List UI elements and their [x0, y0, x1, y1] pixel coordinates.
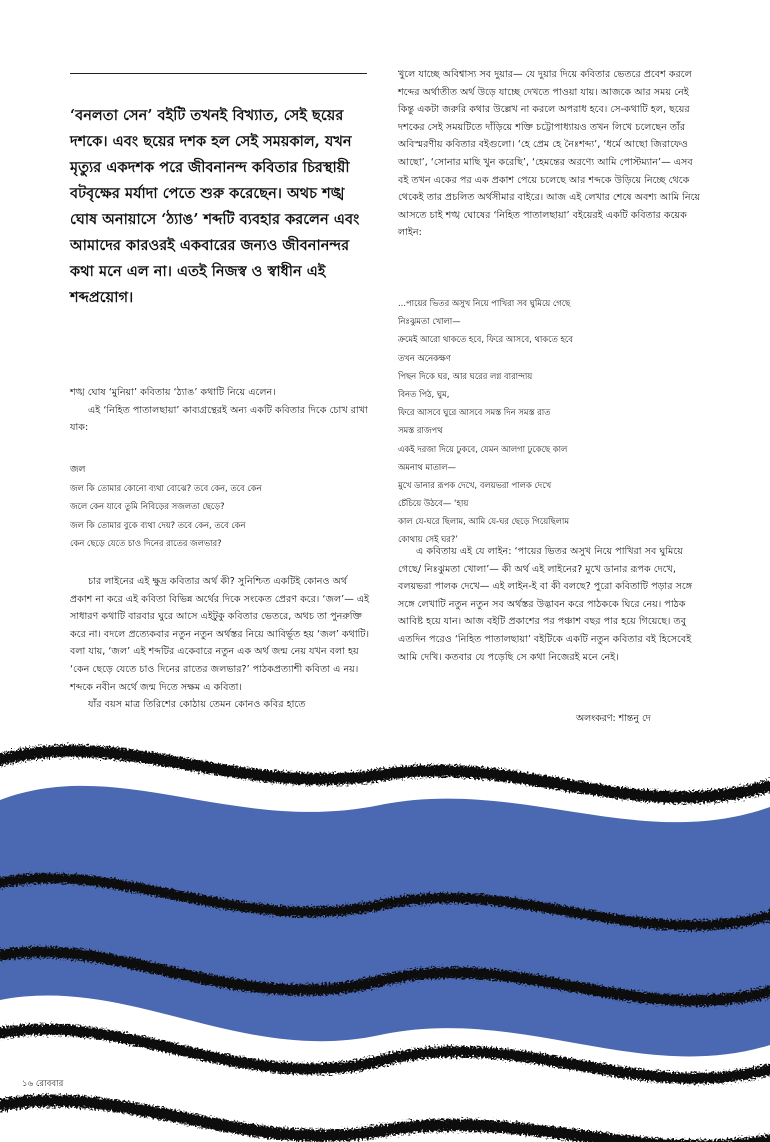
- poem-line: মুখে ডানার রূপক দেখে, বলয়ভরা পালক দেখে: [398, 479, 552, 490]
- pull-quote: ‘বনলতা সেন’ বইটি তখনই বিখ্যাত, সেই ছয়ের দশকে। এবং ছয়ের দশক হল সেই সময়কাল, যখন মৃত্যুর একদশক পরে জীবনানন্দ কবিতার চিরস্থায়ী বটবৃক্ষের মর্যাদা পেতে শুরু করেছেন। অথচ শঙ্খ ঘোষ অনায়াসে ‘ঠ্যাঙ’ শব্দটি ব্যবহার করলেন এবং আমাদের কারওরই একবারের জন্যও জীবনানন্দর কথা মনে এল না। এতই নিজস্ব ও স্বাধীন এই শব্দপ্রয়োগ।: [70, 107, 360, 306]
- body-paragraph: যাঁর বয়স মাত্র তিরিশের কোঠায় তেমন কোনও কবির হাতে: [88, 699, 306, 711]
- poem-line: কেন ছেড়ে যেতে চাও দিনের রাতের জলভার?: [70, 537, 222, 548]
- poem-line: জল কি তোমার কোনো ব্যথা বোঝে? তবে কেন, তবে কেন: [70, 483, 262, 494]
- poem-line: পিছন দিকে ঘর, আর ঘরের লগ্ন বারান্দায়: [398, 370, 533, 381]
- poem-line: অমনাথ মাতাল—: [398, 461, 456, 472]
- poem-line: জলে কেন যাবে তুমি নিবিড়ের সজলতা ছেড়ে?: [70, 501, 225, 512]
- intro-paragraph-2: এই ‘নিহিত পাতালছায়া’ কাব্যগ্রন্থেরই অন্য একটি কবিতার দিকে চোখ রাখা যাক:: [70, 404, 368, 434]
- illustration-credit: অলংকরণ: শান্তনু দে: [576, 713, 651, 724]
- poem-line: তখন অনেকক্ষণ: [398, 352, 451, 363]
- poem-line: একই দরজা দিয়ে ঢুকবে, যেমন আলগা ঢুকেছে কাল: [398, 443, 568, 454]
- right-body-1: [398, 66, 706, 242]
- poem-excerpt: [398, 294, 718, 549]
- top-rule: [70, 73, 367, 74]
- poem-line: ...পায়ের ভিতর অসুখ নিয়ে পাখিরা সব ঘুমিয়ে গেছে: [398, 298, 571, 308]
- poem-line: কাল যে-ঘরে ছিলাম, আমি যে-ঘর ছেড়ে গিয়েছিলাম: [398, 516, 569, 527]
- left-body: [70, 573, 370, 714]
- page-folio: ১৬ রোববার: [22, 1079, 64, 1089]
- poem-line: ক্রমেই আরো থাকতে হবে, ফিরে আসবে, থাকতে হবে: [398, 334, 573, 345]
- poem-line: সমস্ত রাজপথ: [398, 425, 443, 436]
- poem-line: কোথায় সেই ঘর?’: [398, 534, 458, 545]
- poem-line: জল কি তোমার বুকে ব্যথা দেয়? তবে কেন, তবে কেন: [70, 519, 246, 530]
- body-paragraph: এ কবিতায় এই যে লাইন: ‘পায়ের ভিতর অসুখ নিয়ে পাখিরা সব ঘুমিয়ে গেছে/ নিঃঝুমতা খোলা’— কী অর্থ এই লাইনের? মুখে ডানার রূপক দেখে, বলয়ভরা পালক দেখে— এই লাইন-ই বা কী বলছে? পুরো কবিতাটি পড়ার সঙ্গে সঙ্গে লেখাটি নতুন নতুন সব অর্থস্তর উদ্ভাবন করে পাঠককে ঘিরে নেয়। পাঠক আবিষ্ট হয়ে যান। আজ বইটি প্রকাশের পর পঞ্চাশ বছর পার হয়ে গিয়েছে। তবু এতদিন পরেও ‘নিহিত পাতালছায়া’ বইটিকে একটি নতুন কবিতার বই হিসেবেই আমি দেখি। কতবার যে পড়েছি সে কথা নিজেরই মনে নেই।: [398, 546, 693, 663]
- body-paragraph: চার লাইনের এই ক্ষুদ্র কবিতার অর্থ কী? সুনিশ্চিত একটিই কোনও অর্থ প্রকাশ না করে এই কবিতা বিভিন্ন অর্থের দিকে সংকেত প্রেরণ করে। ‘জল’— এই সাধারণ কথাটি বারবার ঘুরে আসে এইটুকু কবিতার ভেতরে, অথচ তা পুনরুক্তি করে না। বদলে প্রত্যেকবার নতুন নতুন অর্থস্তর নিয়ে আবির্ভূত হয় ‘জল’ কথাটি। বলা যায়, ‘জল’ এই শব্দটির একেবারে নতুন এক অর্থ জন্ম নেয় যখন বলা হয় ‘কেন ছেড়ে যেতে চাও দিনের রাতের জলভার?’ পাঠকপ্রত্যাশী কবিতা এ নয়। শব্দকে নবীন অর্থে জন্ম দিতে সক্ষম এ কবিতা।: [70, 576, 370, 693]
- intro-paragraph-1: শঙ্খ ঘোষ ‘মুনিয়া’ কবিতায় ‘ঠ্যাঙ’ কথাটি নিয়ে এলেন।: [70, 387, 276, 398]
- poem-line: বিনত পিঠ, ঘুম,: [398, 388, 450, 399]
- left-intro: [70, 384, 370, 437]
- poem-line: নিঃঝুমতা খোলা—: [398, 316, 461, 327]
- poem-line: চেঁচিয়ে উঠবে— ‘হায়: [398, 498, 469, 509]
- poem-jol: [70, 461, 370, 552]
- poem-line: ফিরে আসবে ঘুরে আসবে সমস্ত দিন সমস্ত রাত: [398, 407, 551, 418]
- poem-title: জল: [70, 464, 86, 475]
- right-body-2: [398, 543, 706, 666]
- body-paragraph: খুলে যাচ্ছে অবিশ্বাস্য সব দুয়ার— যে দুয়ার দিয়ে কবিতার ভেতরে প্রবেশ করলে শব্দের অর্থাতীত অর্থ উড়ে যাচ্ছে দেখতে পাওয়া যায়। আজকে আর সময় নেই কিন্তু একটা জরুরি কথার উল্লেখ না করলে অপরাধ হবে। সে-কথাটি হল, ছয়ের দশকের সেই সময়টিতে দাঁড়িয়ে শক্তি চট্টোপাধ্যায়ও তখন লিখে চলেছেন তাঁর অবিস্মরণীয় কবিতার বইগুলো। ‘হে প্রেম হে নৈঃশব্দ্য’, ‘ধর্মে আছো জিরাফেও আছো’, ‘সোনার মাছি খুন করেছি’, ‘হেমন্তের অরণ্যে আমি পোস্টম্যান’— এসব বই তখন একের পর এক প্রকাশ পেয়ে চলেছে আর শব্দকে উড়িয়ে নিচ্ছে থেকে থেকেই তার প্রচলিত অর্থসীমার বাইরে। আজ এই লেখার শেষে অবশ্য আমি নিয়ে আসতে চাই শঙ্খ ঘোষের ‘নিহিত পাতালছায়া’ বইয়েরই একটি কবিতার কয়েক লাইন:: [398, 69, 701, 239]
- wave-illustration: [0, 735, 770, 1142]
